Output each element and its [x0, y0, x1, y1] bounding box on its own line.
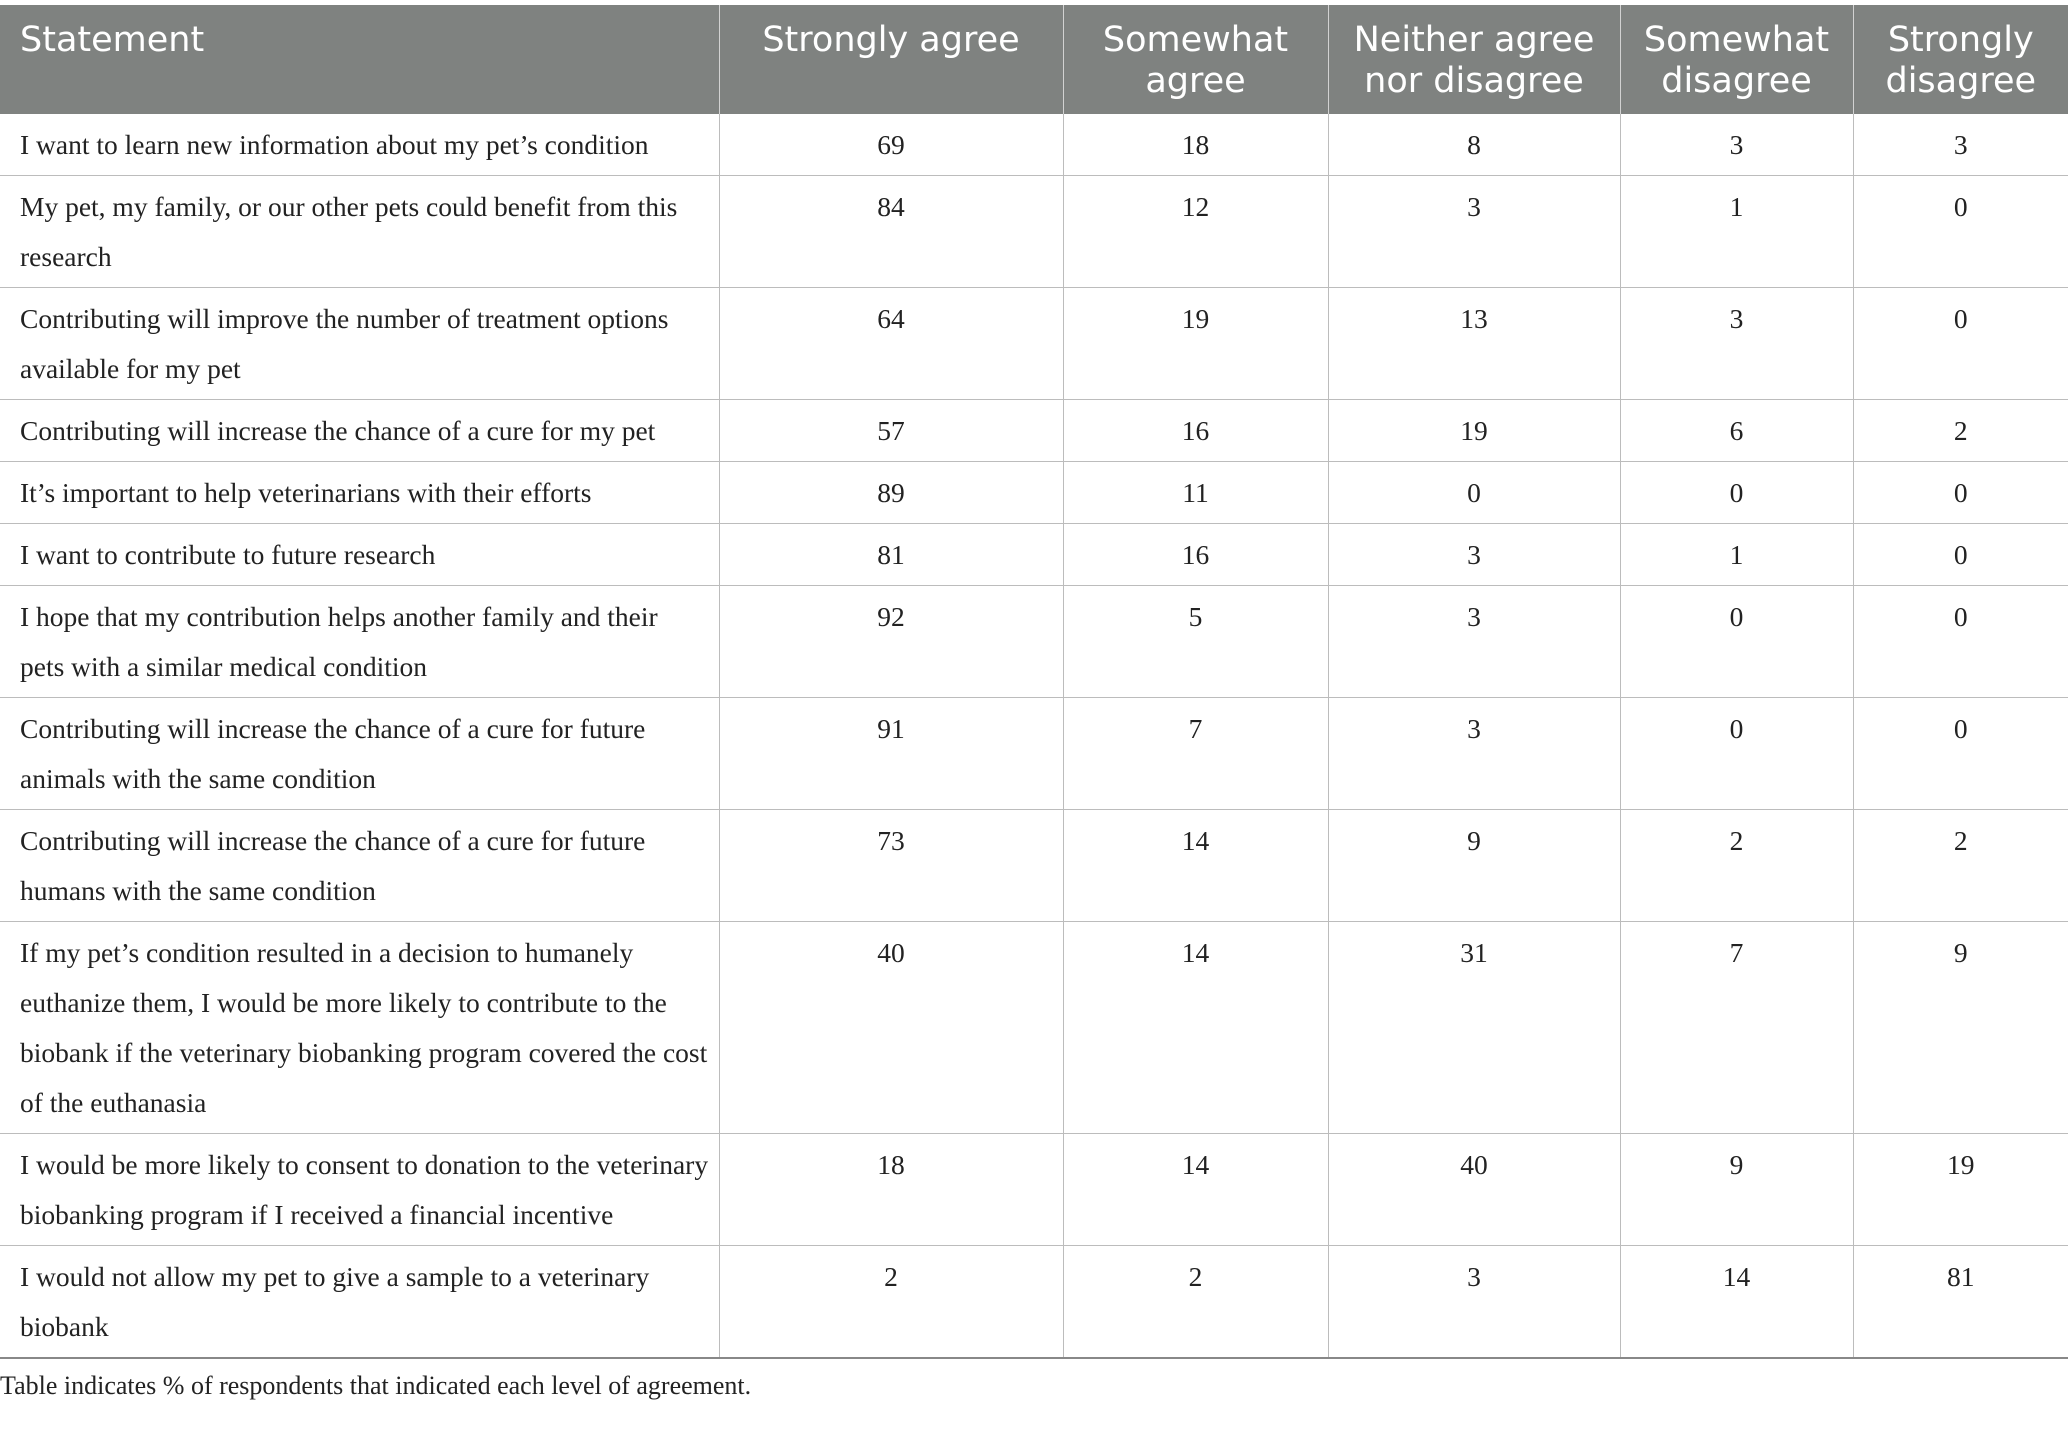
strongly-agree-cell: 81 [719, 524, 1063, 586]
somewhat-agree-cell: 19 [1063, 288, 1328, 400]
somewhat-disagree-cell: 14 [1620, 1246, 1853, 1359]
somewhat-disagree-cell: 3 [1620, 288, 1853, 400]
table-row [0, 524, 2068, 586]
somewhat-agree-cell: 11 [1063, 462, 1328, 524]
strongly-disagree-cell: 9 [1853, 922, 2068, 1134]
strongly-agree-cell: 92 [719, 586, 1063, 698]
strongly-agree-cell: 89 [719, 462, 1063, 524]
strongly-agree-cell: 84 [719, 176, 1063, 288]
table-row [0, 698, 2068, 810]
strongly-disagree-cell: 2 [1853, 810, 2068, 922]
header-strongly-agree: Strongly agree [719, 5, 1063, 114]
strongly-agree-cell: 2 [719, 1246, 1063, 1359]
header-row [0, 5, 2068, 114]
somewhat-disagree-cell: 3 [1620, 114, 1853, 176]
strongly-disagree-cell: 0 [1853, 524, 2068, 586]
strongly-disagree-cell: 2 [1853, 400, 2068, 462]
somewhat-agree-cell: 12 [1063, 176, 1328, 288]
strongly-disagree-cell: 3 [1853, 114, 2068, 176]
neither-cell: 13 [1328, 288, 1620, 400]
neither-cell: 40 [1328, 1134, 1620, 1246]
somewhat-agree-cell: 14 [1063, 922, 1328, 1134]
strongly-disagree-cell: 0 [1853, 176, 2068, 288]
neither-cell: 3 [1328, 524, 1620, 586]
somewhat-disagree-cell: 0 [1620, 462, 1853, 524]
table-footnote: Table indicates % of respondents that indicated each level of agreement. [0, 1371, 752, 1400]
statement-cell: Contributing will increase the chance of a cure for my pet [0, 400, 719, 462]
header-strongly-disagree: Strongly disagree [1853, 5, 2068, 114]
strongly-agree-cell: 40 [719, 922, 1063, 1134]
somewhat-agree-cell: 16 [1063, 524, 1328, 586]
table-row [0, 810, 2068, 922]
table-body [0, 114, 2068, 1358]
header-statement: Statement [0, 5, 719, 114]
somewhat-disagree-cell: 0 [1620, 698, 1853, 810]
statement-cell: Contributing will increase the chance of a cure for future animals with the same condition [0, 698, 719, 810]
somewhat-agree-cell: 7 [1063, 698, 1328, 810]
somewhat-agree-cell: 2 [1063, 1246, 1328, 1359]
statement-cell: I hope that my contribution helps another family and their pets with a similar medical condition [0, 586, 719, 698]
neither-cell: 8 [1328, 114, 1620, 176]
somewhat-disagree-cell: 7 [1620, 922, 1853, 1134]
statement-cell: I want to contribute to future research [0, 524, 719, 586]
strongly-disagree-cell: 0 [1853, 462, 2068, 524]
neither-cell: 0 [1328, 462, 1620, 524]
table-row [0, 400, 2068, 462]
strongly-disagree-cell: 0 [1853, 288, 2068, 400]
neither-cell: 9 [1328, 810, 1620, 922]
somewhat-disagree-cell: 9 [1620, 1134, 1853, 1246]
somewhat-disagree-cell: 1 [1620, 176, 1853, 288]
table-row [0, 586, 2068, 698]
neither-cell: 3 [1328, 586, 1620, 698]
statement-cell: Contributing will improve the number of treatment options available for my pet [0, 288, 719, 400]
somewhat-disagree-cell: 1 [1620, 524, 1853, 586]
statement-cell: If my pet’s condition resulted in a decision to humanely euthanize them, I would be more likely to contribute to the biobank if the veterinary biobanking program covered the cost of the euthanasia [0, 922, 719, 1134]
strongly-agree-cell: 57 [719, 400, 1063, 462]
somewhat-disagree-cell: 0 [1620, 586, 1853, 698]
table-row [0, 1246, 2068, 1359]
strongly-disagree-cell: 0 [1853, 698, 2068, 810]
neither-cell: 31 [1328, 922, 1620, 1134]
strongly-agree-cell: 69 [719, 114, 1063, 176]
table-row [0, 176, 2068, 288]
table-row [0, 462, 2068, 524]
strongly-disagree-cell: 81 [1853, 1246, 2068, 1359]
statement-cell: I would be more likely to consent to donation to the veterinary biobanking program if I received a financial incentive [0, 1134, 719, 1246]
statement-cell: I want to learn new information about my pet’s condition [0, 114, 719, 176]
neither-cell: 3 [1328, 698, 1620, 810]
somewhat-agree-cell: 18 [1063, 114, 1328, 176]
strongly-agree-cell: 18 [719, 1134, 1063, 1246]
table-row [0, 288, 2068, 400]
header-neither: Neither agree nor disagree [1328, 5, 1620, 114]
somewhat-disagree-cell: 2 [1620, 810, 1853, 922]
strongly-disagree-cell: 0 [1853, 586, 2068, 698]
header-somewhat-agree: Somewhat agree [1063, 5, 1328, 114]
statement-cell: I would not allow my pet to give a sample to a veterinary biobank [0, 1246, 719, 1359]
table-row [0, 114, 2068, 176]
somewhat-disagree-cell: 6 [1620, 400, 1853, 462]
table-row [0, 1134, 2068, 1246]
strongly-disagree-cell: 19 [1853, 1134, 2068, 1246]
somewhat-agree-cell: 14 [1063, 810, 1328, 922]
strongly-agree-cell: 73 [719, 810, 1063, 922]
statement-cell: Contributing will increase the chance of a cure for future humans with the same condition [0, 810, 719, 922]
neither-cell: 19 [1328, 400, 1620, 462]
header-somewhat-disagree: Somewhat disagree [1620, 5, 1853, 114]
agreement-table [0, 5, 2068, 1359]
somewhat-agree-cell: 14 [1063, 1134, 1328, 1246]
neither-cell: 3 [1328, 176, 1620, 288]
strongly-agree-cell: 91 [719, 698, 1063, 810]
statement-cell: My pet, my family, or our other pets could benefit from this research [0, 176, 719, 288]
neither-cell: 3 [1328, 1246, 1620, 1359]
strongly-agree-cell: 64 [719, 288, 1063, 400]
somewhat-agree-cell: 16 [1063, 400, 1328, 462]
statement-cell: It’s important to help veterinarians with their efforts [0, 462, 719, 524]
table-row [0, 922, 2068, 1134]
somewhat-agree-cell: 5 [1063, 586, 1328, 698]
table-header [0, 5, 2068, 114]
table-wrapper [0, 5, 2068, 1401]
